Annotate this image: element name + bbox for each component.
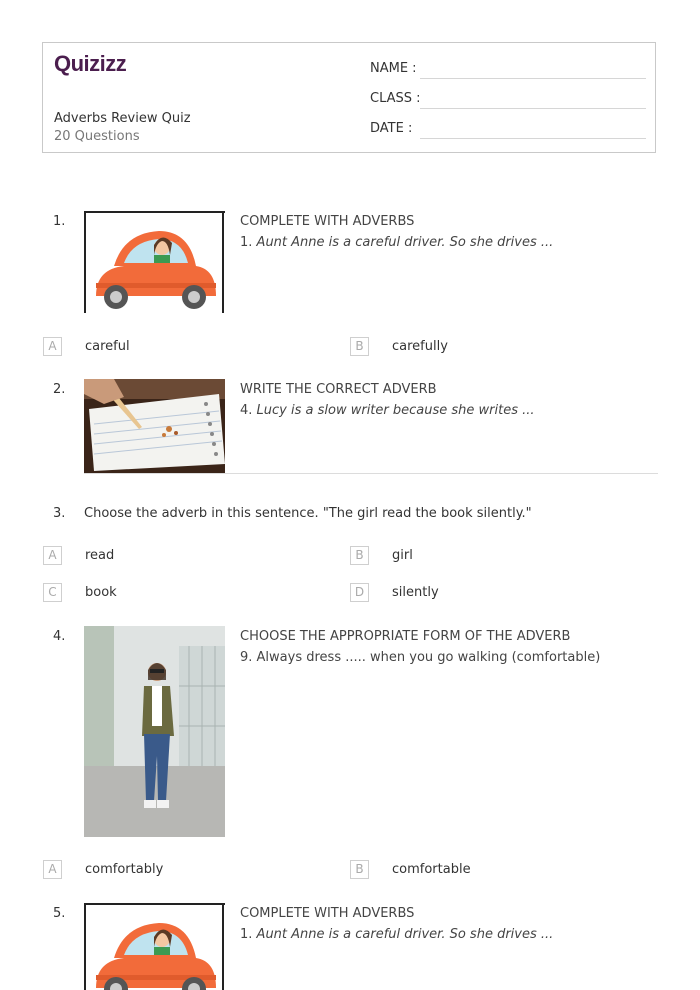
woman-walking-image bbox=[84, 626, 225, 837]
question-number: 2. bbox=[53, 382, 66, 397]
quizizz-logo: Quizizz bbox=[54, 51, 127, 76]
option-a-box[interactable]: A bbox=[43, 860, 62, 879]
question-text: Choose the adverb in this sentence. "The girl read the book silently." bbox=[84, 506, 532, 521]
question-divider bbox=[84, 473, 658, 474]
option-b-text[interactable]: girl bbox=[392, 548, 413, 563]
option-d-text[interactable]: silently bbox=[392, 585, 439, 600]
option-b-text[interactable]: carefully bbox=[392, 339, 448, 354]
option-b-box[interactable]: B bbox=[350, 546, 369, 565]
option-d-box[interactable]: D bbox=[350, 583, 369, 602]
class-field[interactable] bbox=[420, 108, 646, 109]
option-c-text[interactable]: book bbox=[85, 585, 117, 600]
question-heading: CHOOSE THE APPROPRIATE FORM OF THE ADVERB bbox=[240, 629, 571, 644]
question-text: 1. Aunt Anne is a careful driver. So she drives ... bbox=[240, 927, 554, 942]
question-heading: COMPLETE WITH ADVERBS bbox=[240, 214, 415, 229]
option-a-text[interactable]: careful bbox=[85, 339, 130, 354]
option-a-box[interactable]: A bbox=[43, 337, 62, 356]
car-driver-image bbox=[84, 903, 225, 990]
question-text: 9. Always dress ..... when you go walking (comfortable) bbox=[240, 650, 601, 665]
question-heading: COMPLETE WITH ADVERBS bbox=[240, 906, 415, 921]
option-c-box[interactable]: C bbox=[43, 583, 62, 602]
question-number: 4. bbox=[53, 629, 66, 644]
question-text: 1. Aunt Anne is a careful driver. So she drives ... bbox=[240, 235, 554, 250]
date-label: DATE : bbox=[370, 121, 413, 136]
question-number: 3. bbox=[53, 506, 66, 521]
option-b-box[interactable]: B bbox=[350, 860, 369, 879]
name-label: NAME : bbox=[370, 61, 417, 76]
question-text: 4. Lucy is a slow writer because she writes ... bbox=[240, 403, 535, 418]
class-label: CLASS : bbox=[370, 91, 421, 106]
option-a-text[interactable]: read bbox=[85, 548, 115, 563]
question-count: 20 Questions bbox=[54, 129, 140, 144]
name-field[interactable] bbox=[420, 78, 646, 79]
worksheet-header bbox=[42, 42, 656, 153]
quiz-title: Adverbs Review Quiz bbox=[54, 111, 191, 126]
option-b-box[interactable]: B bbox=[350, 337, 369, 356]
question-heading: WRITE THE CORRECT ADVERB bbox=[240, 382, 437, 397]
car-driver-image bbox=[84, 211, 225, 313]
option-b-text[interactable]: comfortable bbox=[392, 862, 471, 877]
question-number: 1. bbox=[53, 214, 66, 229]
pencil-notebook-image bbox=[84, 379, 225, 473]
date-field[interactable] bbox=[420, 138, 646, 139]
question-number: 5. bbox=[53, 906, 66, 921]
option-a-text[interactable]: comfortably bbox=[85, 862, 164, 877]
option-a-box[interactable]: A bbox=[43, 546, 62, 565]
